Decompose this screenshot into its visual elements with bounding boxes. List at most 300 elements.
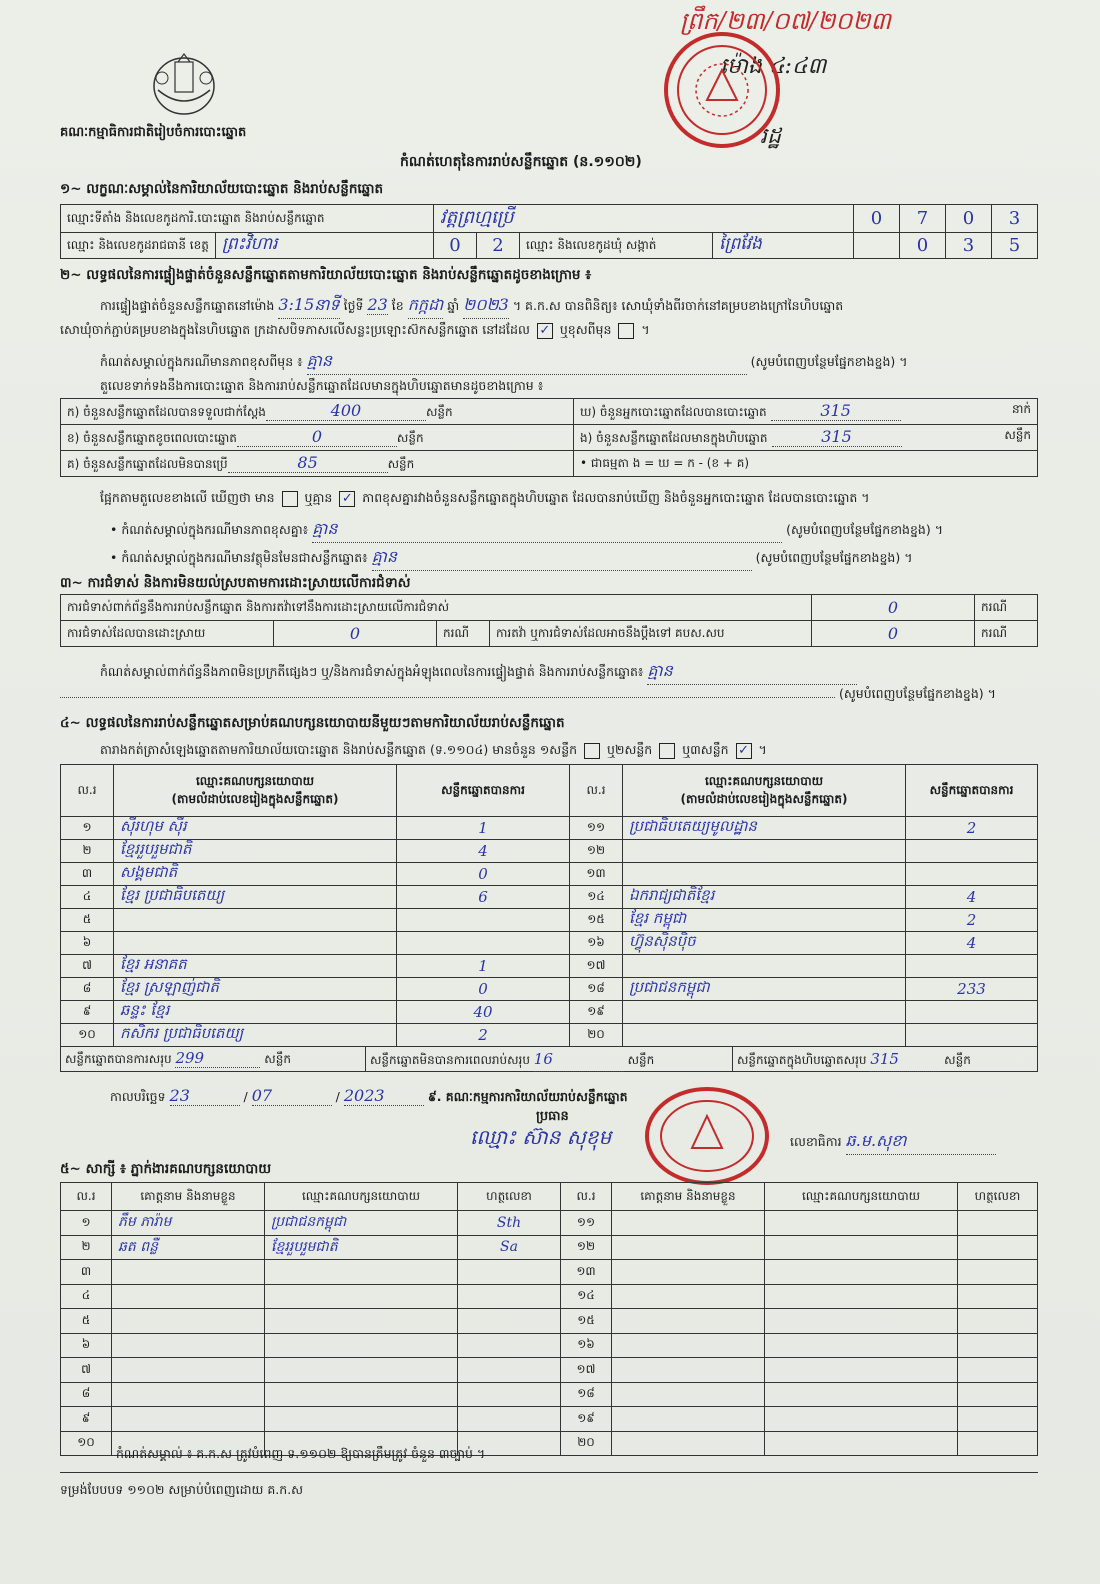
figure-left-label: ក) ចំនួនសន្លឹកឆ្នោតដែលបានទទួលជាក់ស្តែង bbox=[67, 405, 266, 419]
figure-right-unit: នាក់ bbox=[1011, 402, 1031, 416]
witness-no: ១ bbox=[61, 1211, 112, 1236]
witness-no: ១០ bbox=[61, 1431, 112, 1456]
secretary-label: លេខាធិការ bbox=[790, 1134, 842, 1149]
witness-signature bbox=[958, 1284, 1038, 1309]
witness-name: ឆត ពន្លឺ bbox=[112, 1235, 265, 1260]
party-no: ១៣ bbox=[570, 863, 623, 886]
party-votes: 4 bbox=[906, 932, 1038, 955]
party-name: ស៊ីរហុម ស៊ីរ bbox=[114, 817, 397, 840]
figure-right-cell bbox=[574, 399, 1038, 425]
party-votes: 0 bbox=[397, 863, 570, 886]
witness-name bbox=[112, 1309, 265, 1334]
figure-left-label: ខ) ចំនួនសន្លឹកឆ្នោតខូចពេលបោះឆ្នោត bbox=[67, 431, 237, 445]
party-name bbox=[623, 840, 906, 863]
location-code-4: 3 bbox=[992, 205, 1038, 233]
commune-code-2: 3 bbox=[946, 233, 992, 259]
w-col-no-left: ល.រ bbox=[61, 1183, 112, 1211]
party-name bbox=[623, 955, 906, 978]
witness-signature bbox=[458, 1333, 561, 1358]
province-code-2: 2 bbox=[477, 233, 520, 259]
witness-no: ១២ bbox=[561, 1235, 612, 1260]
verification-text-b: ថ្ងៃទី bbox=[343, 298, 364, 313]
witness-signature bbox=[958, 1431, 1038, 1456]
party-no: ១៤ bbox=[570, 886, 623, 909]
witness-party bbox=[265, 1284, 458, 1309]
party-row bbox=[61, 886, 1038, 909]
witness-party: ខ្មែររួបរួមជាតិ bbox=[265, 1235, 458, 1260]
witness-name bbox=[612, 1358, 765, 1383]
witness-no: ១៩ bbox=[561, 1407, 612, 1432]
seal-text: សោឃុំចាក់ភ្ជាប់គម្របខាងក្នុងនៃហិបឆ្នោត ក្រដាសបិទភាសលើសន្លះប្រឡោះស៊កសន្លឹកឆ្នោត នៅដដែល bbox=[60, 322, 530, 337]
party-name: ឯករាជ្យជាតិខ្មែរ bbox=[623, 886, 906, 909]
figure-right-label: • ជាធម្មតា ង = ឃ = ក - (ខ + គ) bbox=[580, 455, 750, 470]
witness-no: ១៤ bbox=[561, 1284, 612, 1309]
location-code-1: 0 bbox=[854, 205, 900, 233]
date-month: 07 bbox=[252, 1086, 332, 1106]
witness-party bbox=[765, 1407, 958, 1432]
witness-signature bbox=[958, 1211, 1038, 1236]
party-no: ៨ bbox=[61, 978, 114, 1001]
section2-heading: ២~ លទ្ធផលនៃការផ្ទៀងផ្ទាត់ចំនួនសន្លឹកឆ្នោតតាមការិយាល័យបោះឆ្នោត និងរាប់សន្លឹកឆ្នោតដូចខាងក្រោម ៖ bbox=[60, 267, 592, 283]
party-no: ១០ bbox=[61, 1024, 114, 1047]
figures-intro: តួលេខទាក់ទងនឹងការបោះឆ្នោត និងការរាប់សន្លឹកឆ្នោតដែលមានក្នុងហិបឆ្នោតមានដូចខាងក្រោម ៖ bbox=[100, 378, 544, 393]
party-name: សង្គមជាតិ bbox=[114, 863, 397, 886]
party-results-table bbox=[60, 764, 1038, 1072]
province-code-1: 0 bbox=[434, 233, 477, 259]
total-valid-value: 299 bbox=[175, 1049, 260, 1068]
president-label: ប្រធាន bbox=[536, 1109, 569, 1124]
province-value: ព្រះវិហារ bbox=[215, 233, 433, 258]
secretary-line bbox=[790, 1130, 996, 1155]
witness-party bbox=[265, 1309, 458, 1334]
witness-signature bbox=[958, 1382, 1038, 1407]
witness-signature bbox=[958, 1333, 1038, 1358]
witness-row bbox=[61, 1235, 1038, 1260]
witness-signature bbox=[458, 1358, 561, 1383]
witness-signature bbox=[458, 1284, 561, 1309]
note1-label: • កំណត់សម្គាល់ក្នុងករណីមានភាពខុសគ្នា៖ bbox=[110, 522, 309, 537]
witness-name bbox=[612, 1309, 765, 1334]
irregularity-note-value: គ្មាន bbox=[647, 660, 857, 685]
party-no: ២០ bbox=[570, 1024, 623, 1047]
resolved-unit: ករណី bbox=[437, 621, 490, 647]
party-name: ខ្មែរ កម្ពុជា bbox=[623, 909, 906, 932]
witness-table bbox=[60, 1182, 1038, 1456]
party-votes: 40 bbox=[397, 1001, 570, 1024]
party-name: ខ្មែរ ស្រឡាញ់ជាតិ bbox=[114, 978, 397, 1001]
verification-text-d: ឆ្នាំ bbox=[447, 298, 460, 313]
witness-signature bbox=[458, 1382, 561, 1407]
figure-right-cell bbox=[574, 425, 1038, 451]
figure-left-value: 400 bbox=[266, 401, 426, 421]
code-spacer bbox=[854, 233, 900, 259]
committee-name: គណៈកម្មាធិការជាតិរៀបចំការបោះឆ្នោត bbox=[60, 125, 247, 140]
irregularity-note-line2 bbox=[60, 686, 1038, 705]
witness-party bbox=[765, 1333, 958, 1358]
witness-no: ១៨ bbox=[561, 1382, 612, 1407]
witness-name bbox=[112, 1333, 265, 1358]
appeal-label: ការតវ៉ា ឬការជំទាស់ដែលអាចនឹងប្តឹងទៅ គបស.សប bbox=[490, 621, 812, 647]
figure-right-value: 315 bbox=[771, 401, 901, 421]
party-row bbox=[61, 863, 1038, 886]
party-name: ខ្មែរ អនាគត bbox=[114, 955, 397, 978]
note2-label: • កំណត់សម្គាល់ក្នុងករណីមានវត្ថុមិនមែនជាសន្លឹកឆ្នោត៖ bbox=[110, 550, 368, 565]
party-votes: 2 bbox=[397, 1024, 570, 1047]
col-party-left bbox=[114, 765, 397, 817]
total-valid-label: សន្លឹកឆ្នោតបានការសរុប bbox=[65, 1052, 172, 1066]
witness-name bbox=[612, 1235, 765, 1260]
form-reference: ទម្រង់បែបបទ ១១០២ សម្រាប់បំពេញដោយ គ.ក.ស bbox=[60, 1482, 304, 1497]
figure-left-cell bbox=[61, 451, 574, 477]
witness-party bbox=[765, 1235, 958, 1260]
compare-text-a: ផ្អែកតាមតួលេខខាងលើ ឃើញថា មាន bbox=[100, 490, 275, 505]
witness-signature bbox=[458, 1309, 561, 1334]
verification-time: 3:15នាទី bbox=[278, 294, 339, 319]
witness-name bbox=[612, 1407, 765, 1432]
date-day: 23 bbox=[170, 1086, 240, 1106]
tally-intro: តារាងកត់ត្រាសំឡេងឆ្នោតតាមការិយាល័យបោះឆ្នោត និងរាប់សន្លឹកឆ្នោត (ទ.១១០៤) មានចំនួន ១សន្លឹក bbox=[100, 742, 578, 757]
committee-sign-label: ៩. គណៈកម្មការការិយាល័យរាប់សន្លឹកឆ្នោត bbox=[427, 1089, 628, 1104]
witness-row bbox=[61, 1309, 1038, 1334]
note2-suffix: (សូមបំពេញបន្ថែមផ្នែកខាងខ្នង) ។ bbox=[755, 550, 913, 565]
figure-row bbox=[61, 399, 1038, 425]
commune-value: ព្រៃវែង bbox=[713, 233, 854, 259]
party-row bbox=[61, 932, 1038, 955]
section5-heading: ៥~ សាក្សី ៖ ភ្នាក់ងារគណបក្សនយោបាយ bbox=[60, 1161, 272, 1177]
witness-no: ១៣ bbox=[561, 1260, 612, 1285]
location-label: ឈ្មោះទីតាំង និងលេខកូដការិ.បោះឆ្នោត និងរាប់សន្លឹកឆ្នោត bbox=[61, 205, 434, 233]
witness-row bbox=[61, 1382, 1038, 1407]
party-row bbox=[61, 955, 1038, 978]
witness-no: ៣ bbox=[61, 1260, 112, 1285]
no-diff-checkbox[interactable]: ✓ bbox=[339, 491, 355, 507]
verification-line bbox=[100, 294, 843, 319]
col-no-left: ល.រ bbox=[61, 765, 114, 817]
col-votes-left: សន្លឹកឆ្នោតបានការ bbox=[397, 765, 570, 817]
col-party-left-sub: (តាមលំដាប់លេខរៀងក្នុងសន្លឹកឆ្នោត) bbox=[171, 791, 339, 806]
witness-party bbox=[765, 1382, 958, 1407]
witness-name bbox=[112, 1260, 265, 1285]
witness-no: ១៥ bbox=[561, 1309, 612, 1334]
diff-note-value: គ្មាន bbox=[307, 350, 747, 375]
receiver-signature: រដ្ឋ bbox=[760, 124, 781, 149]
footer-rule bbox=[60, 1472, 1038, 1473]
witness-signature: Sa bbox=[458, 1235, 561, 1260]
verification-text-e: ។ គ.ក.ស បានពិនិត្យ៖ សោឃុំទាំងពីរចាក់នៅគម្របខាងក្រៅនៃហិបឆ្នោត bbox=[512, 298, 844, 313]
w-col-sig-right: ហត្ថលេខា bbox=[958, 1183, 1038, 1211]
total-box-label: សន្លឹកឆ្នោតក្នុងហិបឆ្នោតសរុប bbox=[737, 1053, 867, 1067]
diff-note-line bbox=[100, 350, 1040, 375]
party-row bbox=[61, 978, 1038, 1001]
seal-text-mid: ឬខុសពីមុន bbox=[559, 322, 612, 337]
party-name: ខ្មែររួបរួមជាតិ bbox=[114, 840, 397, 863]
tally-sheet-line: តារាងកត់ត្រាសំឡេងឆ្នោតតាមការិយាល័យបោះឆ្នោត និងរាប់សន្លឹកឆ្នោត (ទ.១១០៤) មានចំនួន ១សន្លឹក ឬ២សន្លឹក ឬ៣សន្លឹក ✓ ។ bbox=[100, 742, 767, 758]
witness-party bbox=[765, 1211, 958, 1236]
changed-checkbox[interactable] bbox=[618, 323, 634, 339]
party-votes bbox=[906, 863, 1038, 886]
witness-no: ២ bbox=[61, 1235, 112, 1260]
section3-heading: ៣~ ការជំទាស់ និងការមិនយល់ស្របតាមការដោះស្រាយលើការជំទាស់ bbox=[60, 575, 411, 591]
witness-signature: Sth bbox=[458, 1211, 561, 1236]
party-no: ១១ bbox=[570, 817, 623, 840]
party-row bbox=[61, 909, 1038, 932]
totals-row bbox=[61, 1047, 1038, 1072]
compare-text-b: ឬគ្មាន bbox=[304, 490, 333, 505]
witness-row bbox=[61, 1333, 1038, 1358]
figure-right-label: ង) ចំនួនសន្លឹកឆ្នោតដែលមានក្នុងហិបឆ្នោត bbox=[580, 431, 768, 445]
witness-name bbox=[112, 1407, 265, 1432]
figure-left-cell bbox=[61, 425, 574, 451]
figure-left-unit: សន្លឹក bbox=[425, 405, 453, 419]
party-name bbox=[623, 1024, 906, 1047]
objection-value: 0 bbox=[812, 595, 975, 621]
section4-heading: ៤~ លទ្ធផលនៃការរាប់សន្លឹកឆ្នោតសម្រាប់គណបក្សនយោបាយនីមួយៗតាមការិយាល័យរាប់សន្លឹកឆ្នោត bbox=[60, 715, 565, 731]
party-name: ឆន្ទះ ខ្មែរ bbox=[114, 1001, 397, 1024]
party-votes: 4 bbox=[397, 840, 570, 863]
has-diff-checkbox[interactable] bbox=[282, 491, 298, 507]
date-label: កាលបរិច្ឆេទ bbox=[110, 1089, 166, 1104]
party-no: ១៩ bbox=[570, 1001, 623, 1024]
secretary-name: ឆ.ម.សុខា bbox=[846, 1130, 996, 1155]
location-code-2: 7 bbox=[900, 205, 946, 233]
party-no: ៤ bbox=[61, 886, 114, 909]
one-sheet-checkbox[interactable] bbox=[584, 743, 600, 759]
date-line: កាលបរិច្ឆេទ 23 / 07 / 2023 ៩. គណៈកម្មការការិយាល័យរាប់សន្លឹកឆ្នោត bbox=[110, 1086, 628, 1105]
figure-left-value: 0 bbox=[237, 427, 397, 447]
party-no: ៥ bbox=[61, 909, 114, 932]
appeal-value: 0 bbox=[812, 621, 975, 647]
total-invalid-value: 16 bbox=[534, 1047, 624, 1072]
received-date-note: ព្រឹក/២៣/០៧/២០២៣ bbox=[680, 7, 892, 35]
witness-name bbox=[612, 1211, 765, 1236]
witness-name bbox=[112, 1358, 265, 1383]
appeal-unit: ករណី bbox=[975, 621, 1038, 647]
compare-text-c: ភាពខុសគ្នារវាងចំនួនសន្លឹកឆ្នោតក្នុងហិបឆ្នោត ដែលបានរាប់ឃើញ និងចំនួនអ្នកបោះឆ្នោត ដែលបានបោះឆ្នោត ។ bbox=[362, 490, 870, 505]
witness-signature bbox=[458, 1407, 561, 1432]
w-col-party-left: ឈ្មោះគណបក្សនយោបាយ bbox=[265, 1183, 458, 1211]
same-checkbox[interactable]: ✓ bbox=[537, 323, 553, 339]
witness-no: ៤ bbox=[61, 1284, 112, 1309]
party-name: ហ៊្វុនស៊ិនប៉ិច bbox=[623, 932, 906, 955]
figure-left-label: គ) ចំនួនសន្លឹកឆ្នោតដែលមិនបានប្រើ bbox=[67, 457, 228, 471]
figure-right-unit: សន្លឹក bbox=[1004, 428, 1031, 442]
verification-year: ២០២3 bbox=[463, 294, 509, 319]
resolved-value: 0 bbox=[274, 621, 437, 647]
w-col-no-right: ល.រ bbox=[561, 1183, 612, 1211]
irregularity-note-line bbox=[100, 660, 1040, 685]
party-votes: 1 bbox=[397, 955, 570, 978]
witness-signature bbox=[458, 1260, 561, 1285]
witness-no: ៦ bbox=[61, 1333, 112, 1358]
witness-party bbox=[265, 1333, 458, 1358]
irregularity-note-suffix: (សូមបំពេញបន្ថែមផ្នែកខាងខ្នង) ។ bbox=[838, 686, 996, 701]
party-no: ៩ bbox=[61, 1001, 114, 1024]
party-votes: 6 bbox=[397, 886, 570, 909]
party-name: ប្រជាធិបតេយ្យមូលដ្ឋាន bbox=[623, 817, 906, 840]
diff-note-suffix: (សូមបំពេញបន្ថែមផ្នែកខាងខ្នង) ។ bbox=[750, 354, 908, 369]
footer-note: កំណត់សម្គាល់ ៖ គ.ក.ស ត្រូវបំពេញ ទ.១១០២ ឱ្យបានត្រឹមត្រូវ ចំនួន ៣ច្បាប់ ។ bbox=[116, 1446, 486, 1461]
w-col-sig-left: ហត្ថលេខា bbox=[458, 1183, 561, 1211]
witness-no: ២០ bbox=[561, 1431, 612, 1456]
witness-party bbox=[265, 1260, 458, 1285]
witness-party bbox=[765, 1309, 958, 1334]
party-no: ៦ bbox=[61, 932, 114, 955]
commune-code-1: 0 bbox=[900, 233, 946, 259]
party-name bbox=[623, 863, 906, 886]
witness-no: ១៦ bbox=[561, 1333, 612, 1358]
note1-line bbox=[110, 518, 943, 543]
witness-no: ១៧ bbox=[561, 1358, 612, 1383]
witness-row bbox=[61, 1211, 1038, 1236]
party-name bbox=[114, 932, 397, 955]
resolved-label: ការជំទាស់ដែលបានដោះស្រាយ bbox=[61, 621, 274, 647]
party-no: ១ bbox=[61, 817, 114, 840]
col-party-right bbox=[623, 765, 906, 817]
province-label bbox=[61, 233, 434, 259]
witness-name bbox=[112, 1382, 265, 1407]
figure-left-unit: សន្លឹក bbox=[396, 431, 424, 445]
tally-intro-c: ឬ៣សន្លឹក bbox=[682, 742, 729, 757]
witness-no: ៨ bbox=[61, 1382, 112, 1407]
irregularity-note-label: កំណត់សម្គាល់ពាក់ព័ន្ធនឹងភាពមិនប្រក្រតីផ្សេងៗ ឬ/និងការជំទាស់ក្នុងអំឡុងពេលនៃការផ្ទៀងផ្ទាត់ និងការរាប់សន្លឹកឆ្នោត៖ bbox=[100, 664, 644, 679]
total-box-value: 315 bbox=[870, 1047, 940, 1072]
total-box-unit: សន្លឹក bbox=[944, 1053, 971, 1067]
compare-line bbox=[100, 490, 870, 509]
received-time-note: ម៉ោង ៤:៤៣ bbox=[720, 54, 827, 79]
note1-suffix: (សូមបំពេញបន្ថែមផ្នែកខាងខ្នង) ។ bbox=[786, 522, 943, 537]
witness-no: ៩ bbox=[61, 1407, 112, 1432]
party-votes bbox=[906, 840, 1038, 863]
party-name: ប្រជាជនកម្ពុជា bbox=[623, 978, 906, 1001]
witness-name bbox=[612, 1382, 765, 1407]
witness-no: ៧ bbox=[61, 1358, 112, 1383]
official-stamp-icon bbox=[662, 30, 782, 150]
witness-name bbox=[612, 1333, 765, 1358]
witness-party bbox=[765, 1358, 958, 1383]
section1-heading: ១~ លក្ខណៈសម្គាល់នៃការិយាល័យបោះឆ្នោត និងរាប់សន្លឹកឆ្នោត bbox=[60, 181, 384, 197]
figure-right-label: ឃ) ចំនួនអ្នកបោះឆ្នោតដែលបានបោះឆ្នោត bbox=[580, 405, 767, 419]
witness-signature bbox=[958, 1358, 1038, 1383]
total-invalid-unit: សន្លឹក bbox=[627, 1053, 655, 1067]
witness-party bbox=[265, 1358, 458, 1383]
party-no: ១៥ bbox=[570, 909, 623, 932]
total-invalid-label: សន្លឹកឆ្នោតមិនបានការពេលរាប់សរុប bbox=[370, 1053, 530, 1067]
diff-note-label: កំណត់សម្គាល់ក្នុងករណីមានភាពខុសពីមុន ៖ bbox=[100, 354, 303, 369]
figure-right-cell bbox=[574, 451, 1038, 477]
party-no: ១៨ bbox=[570, 978, 623, 1001]
party-votes bbox=[906, 955, 1038, 978]
tally-intro-b: ឬ២សន្លឹក bbox=[607, 742, 653, 757]
verification-text-c: ខែ bbox=[391, 298, 404, 313]
witness-signature bbox=[958, 1260, 1038, 1285]
commune-code-3: 5 bbox=[992, 233, 1038, 259]
figure-left-unit: សន្លឹក bbox=[387, 457, 415, 471]
section1-table bbox=[60, 204, 1038, 259]
party-name: ខ្មែរ ប្រជាធិបតេយ្យ bbox=[114, 886, 397, 909]
party-votes bbox=[397, 909, 570, 932]
party-name bbox=[623, 1001, 906, 1024]
party-row bbox=[61, 817, 1038, 840]
w-col-name-right: គោត្តនាម និងនាមខ្លួន bbox=[612, 1183, 765, 1211]
witness-name bbox=[612, 1431, 765, 1456]
witness-row bbox=[61, 1260, 1038, 1285]
col-party-right-title: ឈ្មោះគណបក្សនយោបាយ bbox=[704, 773, 824, 788]
party-no: ២ bbox=[61, 840, 114, 863]
witness-name bbox=[612, 1260, 765, 1285]
figure-row bbox=[61, 425, 1038, 451]
col-party-left-title: ឈ្មោះគណបក្សនយោបាយ bbox=[195, 773, 315, 788]
party-no: ១២ bbox=[570, 840, 623, 863]
figure-right-value: 315 bbox=[772, 427, 902, 447]
party-votes: 233 bbox=[906, 978, 1038, 1001]
party-votes: 0 bbox=[397, 978, 570, 1001]
party-name bbox=[114, 909, 397, 932]
province-label-text: ឈ្មោះ និងលេខកូដរាជធានី ខេត្ត bbox=[67, 237, 209, 252]
location-code-3: 0 bbox=[946, 205, 992, 233]
col-party-right-sub: (តាមលំដាប់លេខរៀងក្នុងសន្លឹកឆ្នោត) bbox=[680, 791, 848, 806]
two-sheet-checkbox[interactable] bbox=[659, 743, 675, 759]
witness-party: ប្រជាជនកម្ពុជា bbox=[265, 1211, 458, 1236]
president-name: ឈ្មោះ ស៊ាន សុខុម bbox=[470, 1125, 612, 1149]
w-col-party-right: ឈ្មោះគណបក្សនយោបាយ bbox=[765, 1183, 958, 1211]
party-no: ៣ bbox=[61, 863, 114, 886]
witness-row bbox=[61, 1284, 1038, 1309]
col-votes-right: សន្លឹកឆ្នោតបានការ bbox=[906, 765, 1038, 817]
witness-name bbox=[612, 1284, 765, 1309]
national-emblem-icon bbox=[148, 50, 220, 118]
witness-name bbox=[112, 1284, 265, 1309]
party-row bbox=[61, 840, 1038, 863]
witness-no: ៥ bbox=[61, 1309, 112, 1334]
verification-month: កក្កដា bbox=[408, 294, 444, 319]
official-stamp-icon bbox=[644, 1086, 770, 1186]
witness-signature bbox=[958, 1235, 1038, 1260]
note2-line bbox=[110, 546, 912, 571]
party-votes: 2 bbox=[906, 817, 1038, 840]
party-row bbox=[61, 1024, 1038, 1047]
witness-party bbox=[265, 1407, 458, 1432]
witness-name: ភឹម ភារ៉ាម bbox=[112, 1211, 265, 1236]
witness-signature bbox=[958, 1407, 1038, 1432]
note1-value: គ្មាន bbox=[312, 518, 782, 543]
objection-label: ការជំទាស់ពាក់ព័ន្ធនឹងការរាប់សន្លឹកឆ្នោត និងការតវ៉ាទៅនឹងការដោះស្រាយលើការជំទាស់ bbox=[61, 595, 812, 621]
w-col-name-left: គោត្តនាម និងនាមខ្លួន bbox=[112, 1183, 265, 1211]
total-valid-unit: សន្លឹក bbox=[264, 1052, 291, 1066]
location-value: វត្តព្រហ្មប្រើ bbox=[434, 205, 854, 233]
three-sheet-checkbox[interactable]: ✓ bbox=[736, 743, 752, 759]
figure-row bbox=[61, 451, 1038, 477]
party-votes: 4 bbox=[906, 886, 1038, 909]
witness-party bbox=[765, 1260, 958, 1285]
note2-value: គ្មាន bbox=[372, 546, 752, 571]
party-name: កសិករ ប្រជាធិបតេយ្យ bbox=[114, 1024, 397, 1047]
party-votes bbox=[906, 1024, 1038, 1047]
date-year: 2023 bbox=[344, 1086, 424, 1106]
party-no: ១៧ bbox=[570, 955, 623, 978]
party-votes bbox=[397, 932, 570, 955]
col-no-right: ល.រ bbox=[570, 765, 623, 817]
witness-party bbox=[765, 1431, 958, 1456]
party-votes bbox=[906, 1001, 1038, 1024]
objection-table bbox=[60, 594, 1038, 647]
figure-left-value: 85 bbox=[228, 453, 388, 473]
irregularity-dots bbox=[60, 697, 835, 698]
witness-party bbox=[765, 1284, 958, 1309]
party-row bbox=[61, 1001, 1038, 1024]
witness-party bbox=[265, 1382, 458, 1407]
form-title: កំណត់ហេតុនៃការរាប់សន្លឹកឆ្នោត (ន.១១០២) bbox=[400, 154, 642, 170]
party-votes: 2 bbox=[906, 909, 1038, 932]
